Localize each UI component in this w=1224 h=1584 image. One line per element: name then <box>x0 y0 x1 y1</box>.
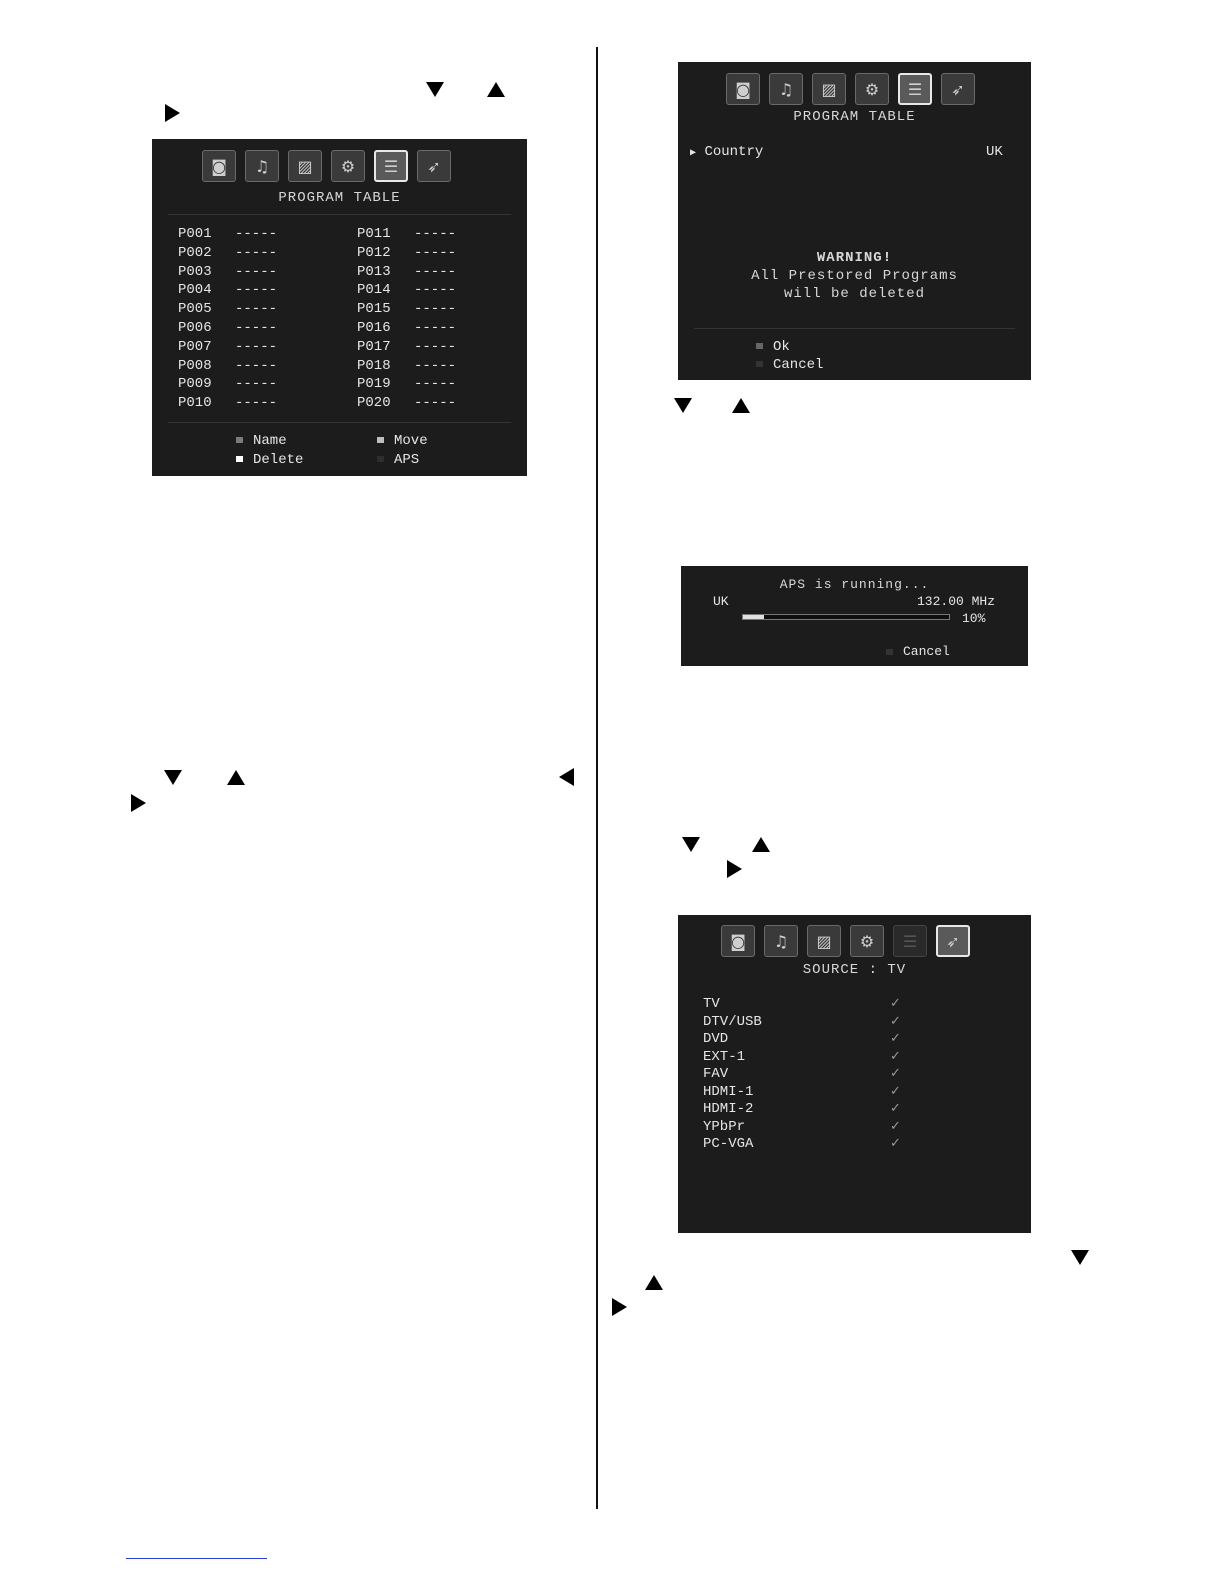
feature-icon[interactable]: ▨ <box>812 73 846 105</box>
source-item[interactable] <box>703 1031 903 1047</box>
down-arrow-icon <box>426 82 444 97</box>
progress-frequency: 132.00 MHz <box>916 594 995 609</box>
install-icon[interactable]: ⚙ <box>850 925 884 957</box>
sound-icon[interactable]: ♫ <box>764 925 798 957</box>
program-number: P004 <box>178 282 212 299</box>
program-number: P003 <box>178 263 212 280</box>
program-number: P010 <box>178 395 212 412</box>
program-number: P002 <box>178 244 212 261</box>
green-button-icon <box>377 437 384 443</box>
source-item[interactable] <box>703 1049 903 1065</box>
program-row[interactable] <box>178 320 277 336</box>
program-row[interactable] <box>357 282 456 298</box>
menu-title: PROGRAM TABLE <box>278 190 401 206</box>
source-label: EXT-1 <box>703 1048 746 1065</box>
title-divider <box>168 214 511 215</box>
legend-divider <box>168 422 511 423</box>
footer-link-underline <box>126 1558 267 1559</box>
up-arrow-icon <box>227 770 245 785</box>
column-divider <box>596 47 598 1509</box>
program-name: ----- <box>414 226 457 242</box>
program-name: ----- <box>235 301 278 318</box>
program-number: P011 <box>357 226 391 242</box>
program-name: ----- <box>235 338 278 355</box>
install-icon[interactable]: ⚙ <box>331 150 365 182</box>
program-table-icon[interactable]: ☰ <box>898 73 932 105</box>
up-arrow-icon <box>732 398 750 413</box>
source-screen <box>678 915 1031 1233</box>
program-row[interactable] <box>357 376 456 392</box>
checkmark-icon: ✓ <box>890 1083 901 1099</box>
program-row[interactable] <box>357 301 456 317</box>
aps-progress-screen <box>681 566 1028 666</box>
menu-title: SOURCE : TV <box>802 962 907 978</box>
program-name: ----- <box>414 244 457 261</box>
progress-bar-fill <box>743 615 764 619</box>
source-label: DTV/USB <box>703 1013 762 1030</box>
source-label: HDMI-1 <box>703 1083 754 1100</box>
right-arrow-icon <box>165 104 180 122</box>
program-number: P019 <box>357 376 391 393</box>
program-row[interactable] <box>178 264 277 280</box>
source-item[interactable] <box>703 1066 903 1082</box>
sound-icon[interactable]: ♫ <box>245 150 279 182</box>
legend-delete[interactable]: Delete <box>236 452 303 468</box>
program-number: P020 <box>357 395 391 412</box>
program-name: ----- <box>235 357 278 374</box>
down-arrow-icon <box>682 837 700 852</box>
menu-icon-bar <box>202 150 451 182</box>
warning-line-2: will be deleted <box>783 286 926 302</box>
sound-icon[interactable]: ♫ <box>769 73 803 105</box>
program-row[interactable] <box>178 226 277 242</box>
up-arrow-icon <box>645 1275 663 1290</box>
up-arrow-icon <box>752 837 770 852</box>
source-label: PC-VGA <box>703 1136 754 1152</box>
source-label: YPbPr <box>703 1118 746 1135</box>
program-number: P007 <box>178 338 212 355</box>
source-item[interactable] <box>703 996 903 1012</box>
program-number: P016 <box>357 320 391 336</box>
program-name: ----- <box>414 301 457 318</box>
program-name: ----- <box>414 376 457 393</box>
cancel-option[interactable]: Cancel <box>756 357 823 373</box>
program-number: P014 <box>357 282 391 299</box>
program-number: P013 <box>357 263 391 280</box>
down-arrow-icon <box>674 398 692 413</box>
picture-icon[interactable]: ◙ <box>202 150 236 182</box>
program-number: P015 <box>357 301 391 318</box>
program-number: P001 <box>178 226 212 242</box>
source-item[interactable] <box>703 1084 903 1100</box>
program-name: ----- <box>414 395 457 412</box>
program-name: ----- <box>414 263 457 280</box>
down-arrow-icon <box>164 770 182 785</box>
program-name: ----- <box>235 320 278 336</box>
source-label: DVD <box>703 1031 729 1047</box>
program-number: P006 <box>178 320 212 336</box>
right-arrow-icon <box>131 794 146 812</box>
cancel-button-icon <box>886 649 893 655</box>
progress-title: APS is running... <box>779 577 930 592</box>
program-row[interactable] <box>178 376 277 392</box>
source-item[interactable] <box>703 1119 903 1135</box>
program-number: P005 <box>178 301 212 318</box>
source-item[interactable] <box>703 1136 903 1152</box>
country-value: UK <box>986 144 1003 160</box>
blue-button-icon <box>377 456 384 462</box>
up-arrow-icon <box>487 82 505 97</box>
right-arrow-icon <box>727 860 742 878</box>
program-row[interactable] <box>178 339 277 355</box>
aps-warning-screen <box>678 62 1031 380</box>
program-row[interactable] <box>357 395 456 411</box>
red-button-icon <box>236 437 243 443</box>
source-item[interactable] <box>703 1014 903 1030</box>
program-row[interactable] <box>357 264 456 280</box>
ok-button-icon <box>756 343 763 349</box>
progress-bar <box>742 614 950 620</box>
options-divider <box>694 328 1015 329</box>
right-arrow-icon <box>612 1298 627 1316</box>
program-name: ----- <box>235 226 278 242</box>
program-number: P012 <box>357 244 391 261</box>
checkmark-icon: ✓ <box>890 1048 901 1064</box>
legend-name[interactable]: Name <box>236 433 287 449</box>
program-row[interactable] <box>357 320 456 336</box>
program-table-icon[interactable]: ☰ <box>893 925 927 957</box>
source-label: FAV <box>703 1066 729 1082</box>
program-row[interactable] <box>357 339 456 355</box>
menu-title: PROGRAM TABLE <box>793 109 916 125</box>
program-row[interactable] <box>357 226 456 242</box>
program-number: P008 <box>178 357 212 374</box>
feature-icon[interactable]: ▨ <box>807 925 841 957</box>
program-number: P009 <box>178 376 212 393</box>
source-icon[interactable]: ➶ <box>936 925 970 957</box>
program-name: ----- <box>414 357 457 374</box>
program-table-screen <box>152 139 527 476</box>
program-row[interactable] <box>178 358 277 374</box>
program-name: ----- <box>235 395 278 412</box>
checkmark-icon: ✓ <box>890 1136 901 1151</box>
source-label: HDMI-2 <box>703 1101 754 1117</box>
source-label: TV <box>703 996 720 1012</box>
checkmark-icon: ✓ <box>890 1118 901 1134</box>
warning-line-1: All Prestored Programs <box>751 268 958 284</box>
legend-move[interactable]: Move <box>377 433 428 449</box>
menu-icon-bar <box>726 73 975 105</box>
program-name: ----- <box>414 320 457 336</box>
program-name: ----- <box>235 244 278 261</box>
legend-aps[interactable]: APS <box>377 452 419 468</box>
progress-percent: 10% <box>962 611 986 626</box>
feature-icon[interactable]: ▨ <box>288 150 322 182</box>
program-row[interactable] <box>178 395 277 411</box>
picture-icon[interactable]: ◙ <box>726 73 760 105</box>
program-number: P017 <box>357 338 391 355</box>
selection-arrow-icon: ▶ <box>690 148 697 159</box>
checkmark-icon: ✓ <box>890 996 901 1011</box>
warning-title: WARNING! <box>816 250 893 266</box>
progress-cancel[interactable]: Cancel <box>886 644 950 659</box>
program-row[interactable] <box>178 301 277 317</box>
checkmark-icon: ✓ <box>890 1031 901 1046</box>
menu-icon-bar <box>721 925 970 957</box>
program-row[interactable] <box>178 245 277 261</box>
program-name: ----- <box>414 282 457 299</box>
program-row[interactable] <box>178 282 277 298</box>
checkmark-icon: ✓ <box>890 1101 901 1116</box>
program-name: ----- <box>235 376 278 393</box>
install-icon[interactable]: ⚙ <box>855 73 889 105</box>
yellow-button-icon <box>236 456 243 462</box>
program-row[interactable] <box>357 358 456 374</box>
program-number: P018 <box>357 357 391 374</box>
picture-icon[interactable]: ◙ <box>721 925 755 957</box>
program-name: ----- <box>414 338 457 355</box>
program-name: ----- <box>235 263 278 280</box>
down-arrow-icon <box>1071 1250 1089 1265</box>
progress-country: UK <box>713 594 729 609</box>
source-item[interactable] <box>703 1101 903 1117</box>
program-row[interactable] <box>357 245 456 261</box>
cancel-button-icon <box>756 361 763 367</box>
source-icon[interactable]: ➶ <box>417 150 451 182</box>
program-table-icon[interactable]: ☰ <box>374 150 408 182</box>
program-name: ----- <box>235 282 278 299</box>
country-row[interactable]: ▶ Country <box>690 144 764 160</box>
checkmark-icon: ✓ <box>890 1066 901 1081</box>
checkmark-icon: ✓ <box>890 1013 901 1029</box>
left-arrow-icon <box>559 768 574 786</box>
ok-option[interactable]: Ok <box>756 339 790 355</box>
source-icon[interactable]: ➶ <box>941 73 975 105</box>
